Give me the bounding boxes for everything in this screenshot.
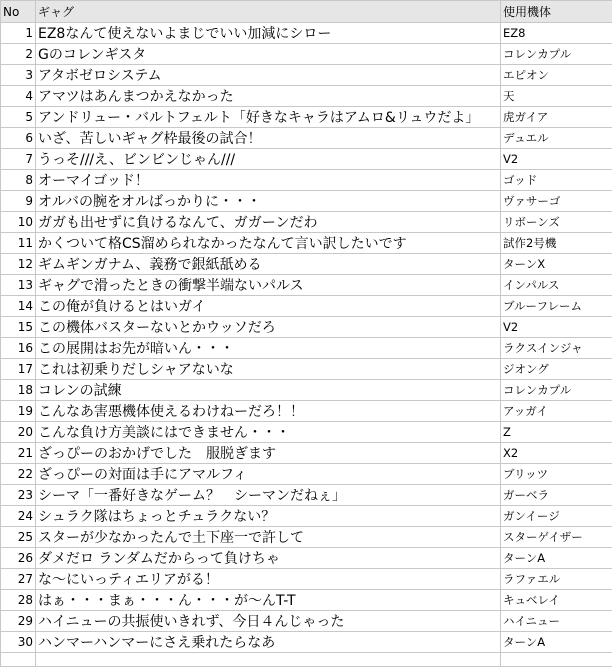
table-row (1, 191, 612, 212)
table-row (1, 128, 612, 149)
gag-cell[interactable]: ダメだロ ランダムだからって負けちゃ (36, 548, 501, 569)
unit-cell[interactable]: コレンカプル (501, 380, 612, 401)
gag-cell[interactable]: オーマイゴッド！ (36, 170, 501, 191)
no-cell[interactable]: 7 (1, 149, 36, 170)
gag-cell[interactable]: コレンの試練 (36, 380, 501, 401)
unit-cell[interactable]: インパルス (501, 275, 612, 296)
gag-cell[interactable]: いざ、苦しいギャグ枠最後の試合！ (36, 128, 501, 149)
no-cell[interactable]: 28 (1, 590, 36, 611)
gag-cell[interactable]: シュラク隊はちょっとチュラクない？ (36, 506, 501, 527)
no-cell[interactable]: 19 (1, 401, 36, 422)
unit-cell[interactable]: X2 (501, 443, 612, 464)
unit-cell[interactable]: ラクスインジャ (501, 338, 612, 359)
table-row (1, 443, 612, 464)
no-cell[interactable]: 13 (1, 275, 36, 296)
no-cell[interactable]: 25 (1, 527, 36, 548)
unit-cell[interactable]: ガーベラ (501, 485, 612, 506)
unit-cell[interactable]: EZ8 (501, 23, 612, 44)
empty-cell[interactable] (1, 653, 36, 667)
no-cell[interactable]: 3 (1, 65, 36, 86)
no-cell[interactable]: 22 (1, 464, 36, 485)
empty-cell[interactable] (36, 653, 501, 667)
unit-cell[interactable]: 天 (501, 86, 612, 107)
header-unit[interactable]: 使用機体 (501, 1, 612, 23)
no-cell[interactable]: 27 (1, 569, 36, 590)
gag-cell[interactable]: ハイニューの共振使いきれず、今日４んじゃった (36, 611, 501, 632)
unit-cell[interactable]: ターンX (501, 254, 612, 275)
unit-cell[interactable]: V2 (501, 149, 612, 170)
table-row (1, 170, 612, 191)
table-row (1, 632, 612, 653)
gag-cell[interactable]: かくついて格CS溜められなかったなんて言い訳したいです (36, 233, 501, 254)
table-row (1, 611, 612, 632)
gag-cell[interactable]: この機体バスターないとかウッソだろ (36, 317, 501, 338)
gag-cell[interactable]: これは初乗りだしシャアないな (36, 359, 501, 380)
table-row (1, 23, 612, 44)
gag-cell[interactable]: この俺が負けるとはいガイ (36, 296, 501, 317)
table-row (1, 212, 612, 233)
no-cell[interactable]: 8 (1, 170, 36, 191)
table-row (1, 149, 612, 170)
header-gag[interactable]: ギャグ (36, 1, 501, 23)
table-row (1, 380, 612, 401)
no-cell[interactable]: 11 (1, 233, 36, 254)
unit-cell[interactable]: ブリッツ (501, 464, 612, 485)
unit-cell[interactable]: デュエル (501, 128, 612, 149)
table-row (1, 86, 612, 107)
table-row (1, 296, 612, 317)
no-cell[interactable]: 6 (1, 128, 36, 149)
no-cell[interactable]: 30 (1, 632, 36, 653)
gag-cell[interactable]: うっそ///え、ビンビンじゃん/// (36, 149, 501, 170)
unit-cell[interactable]: ターンA (501, 548, 612, 569)
gag-cell[interactable]: ざっぴーの対面は手にアマルフィ (36, 464, 501, 485)
no-cell[interactable]: 14 (1, 296, 36, 317)
unit-cell[interactable]: V2 (501, 317, 612, 338)
no-cell[interactable]: 29 (1, 611, 36, 632)
table-row (1, 317, 612, 338)
header-row (1, 1, 612, 23)
no-cell[interactable]: 15 (1, 317, 36, 338)
table-row (1, 44, 612, 65)
no-cell[interactable]: 9 (1, 191, 36, 212)
gag-cell[interactable]: オルバの腕をオルばっかりに・・・ (36, 191, 501, 212)
empty-row (1, 653, 612, 667)
unit-cell[interactable]: 虎ガイア (501, 107, 612, 128)
gag-cell[interactable]: ガガも出せずに負けるなんて、ガガーンだわ (36, 212, 501, 233)
unit-cell[interactable]: エピオン (501, 65, 612, 86)
gag-cell[interactable]: Gのコレンギスタ (36, 44, 501, 65)
gag-cell[interactable]: スターが少なかったんで土下座一で許して (36, 527, 501, 548)
gag-cell[interactable]: ギムギンガナム、義務で銀紙舐める (36, 254, 501, 275)
no-cell[interactable]: 17 (1, 359, 36, 380)
table-row (1, 233, 612, 254)
table-row (1, 590, 612, 611)
no-cell[interactable]: 20 (1, 422, 36, 443)
table-row (1, 338, 612, 359)
gag-cell[interactable]: こんな負け方美談にはできません・・・ (36, 422, 501, 443)
gag-cell[interactable]: はぁ・・・まぁ・・・ん・・・が～んT-T (36, 590, 501, 611)
gag-cell[interactable]: ハンマーハンマーにさえ乗れたらなあ (36, 632, 501, 653)
unit-cell[interactable]: ブルーフレーム (501, 296, 612, 317)
unit-cell[interactable]: リボーンズ (501, 212, 612, 233)
table-row (1, 65, 612, 86)
table-row (1, 506, 612, 527)
gag-cell[interactable]: アマツはあんまつかえなかった (36, 86, 501, 107)
table-row (1, 359, 612, 380)
unit-cell[interactable]: アッガイ (501, 401, 612, 422)
table-row (1, 527, 612, 548)
gag-cell[interactable]: アンドリュー・バルトフェルト「好きなキャラはアムロ&リュウだよ」 (36, 107, 501, 128)
unit-cell[interactable]: スターゲイザー (501, 527, 612, 548)
no-cell[interactable]: 5 (1, 107, 36, 128)
empty-cell[interactable] (501, 653, 612, 667)
gag-cell[interactable]: ざっぴーのおかげでした 服脱ぎます (36, 443, 501, 464)
table-row (1, 107, 612, 128)
unit-cell[interactable]: ジオング (501, 359, 612, 380)
table-row (1, 422, 612, 443)
no-cell[interactable]: 4 (1, 86, 36, 107)
no-cell[interactable]: 18 (1, 380, 36, 401)
table-row (1, 254, 612, 275)
unit-cell[interactable]: コレンカプル (501, 44, 612, 65)
table-row (1, 548, 612, 569)
gag-cell[interactable]: ギャグで滑ったときの衝撃半端ないパルス (36, 275, 501, 296)
no-cell[interactable]: 21 (1, 443, 36, 464)
no-cell[interactable]: 2 (1, 44, 36, 65)
gag-cell[interactable]: な～にいっティエリアがる！ (36, 569, 501, 590)
header-no[interactable]: No (1, 1, 36, 23)
no-cell[interactable]: 1 (1, 23, 36, 44)
unit-cell[interactable]: ラファエル (501, 569, 612, 590)
table-body (1, 23, 612, 667)
table-row (1, 569, 612, 590)
gag-cell[interactable]: この展開はお先が暗いん・・・ (36, 338, 501, 359)
table-row (1, 485, 612, 506)
unit-cell[interactable]: キュベレイ (501, 590, 612, 611)
unit-cell[interactable]: ゴッド (501, 170, 612, 191)
unit-cell[interactable]: 試作2号機 (501, 233, 612, 254)
no-cell[interactable]: 10 (1, 212, 36, 233)
gag-cell[interactable]: こんなあ害悪機体使えるわけねーだろ！！ (36, 401, 501, 422)
unit-cell[interactable]: ヴァサーゴ (501, 191, 612, 212)
table-row (1, 464, 612, 485)
no-cell[interactable]: 26 (1, 548, 36, 569)
table-row (1, 401, 612, 422)
gag-cell[interactable]: アタボゼロシステム (36, 65, 501, 86)
gag-cell[interactable]: EZ8なんて使えないよまじでいい加減にシロー (36, 23, 501, 44)
table-row (1, 275, 612, 296)
no-cell[interactable]: 24 (1, 506, 36, 527)
no-cell[interactable]: 16 (1, 338, 36, 359)
no-cell[interactable]: 12 (1, 254, 36, 275)
no-cell[interactable]: 23 (1, 485, 36, 506)
unit-cell[interactable]: ターンA (501, 632, 612, 653)
unit-cell[interactable]: ハイニュー (501, 611, 612, 632)
unit-cell[interactable]: Z (501, 422, 612, 443)
unit-cell[interactable]: ガンイージ (501, 506, 612, 527)
gag-cell[interactable]: シーマ「一番好きなゲーム？ シーマンだねぇ」 (36, 485, 501, 506)
